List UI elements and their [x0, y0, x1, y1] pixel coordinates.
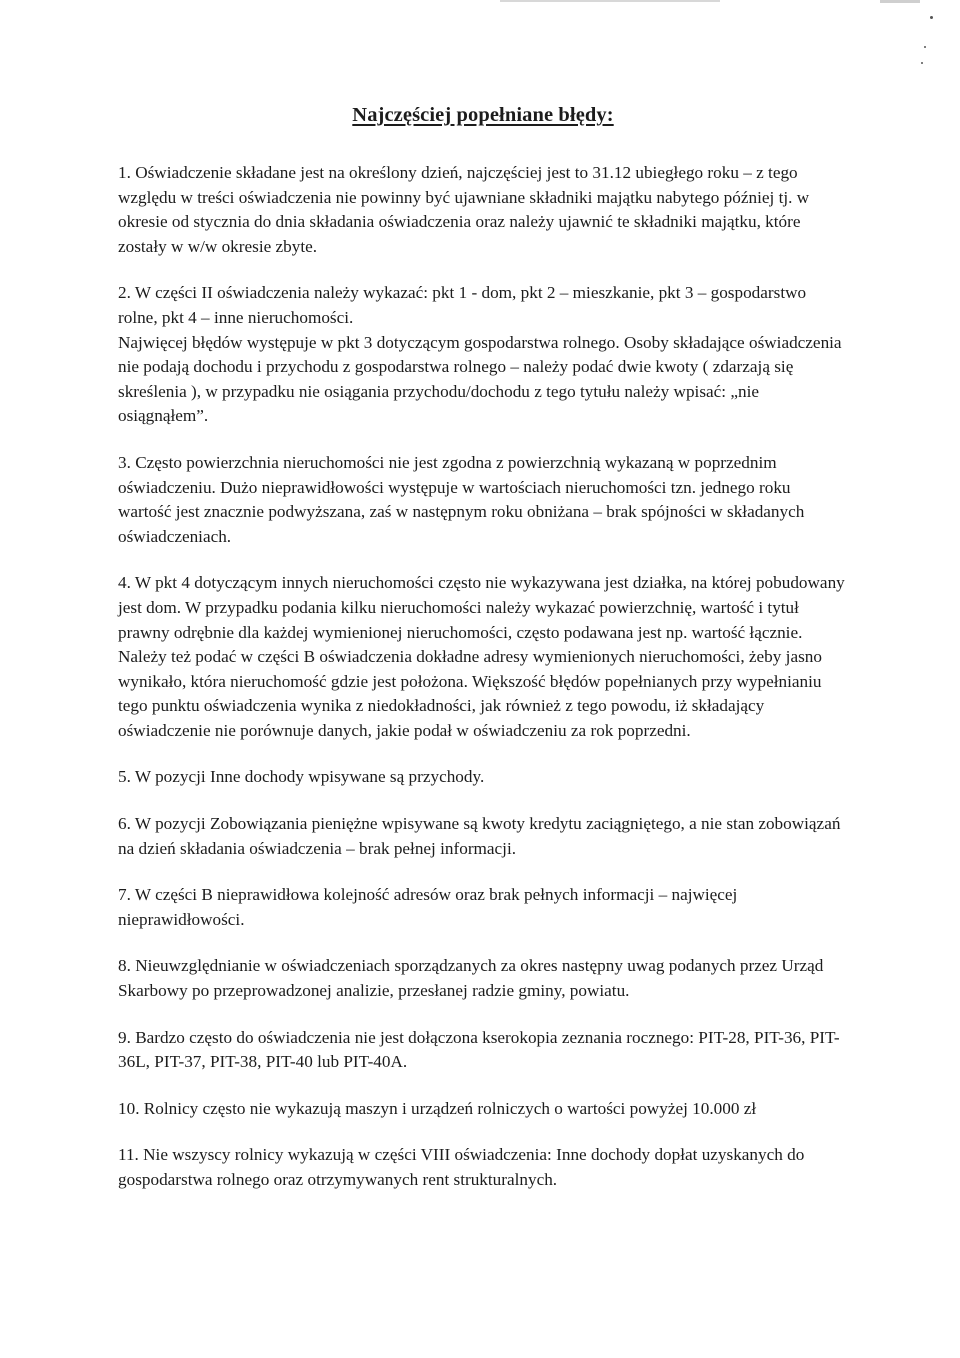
list-item-text: 3. Często powierzchnia nieruchomości nie jest zgodna z powierzchnią wykazaną w poprzednim oświadczeniu. Dużo nieprawidłowości występuje w wartościach nieruchomości tzn. jednego roku wartość jest znacznie podwyższana, zaś w następnym roku obniżana – brak spójności w składanych oświadczeniach.: [118, 452, 805, 546]
error-list: [118, 161, 848, 1193]
list-item-text: 1. Oświadczenie składane jest na określony dzień, najczęściej jest to 31.12 ubiegłego roku – z tego względu w treści oświadczenia nie powinny być ujawniane składniki majątku nabytego później tj. w okresie od stycznia do dnia składania oświadczenia oraz należy ujawnić te składniki majątku, które zostały w w/w okresie zbyte.: [118, 163, 810, 256]
list-item: [118, 812, 848, 861]
list-item-text: 8. Nieuwzględnianie w oświadczeniach sporządzanych za okres następny uwag podanych przez Urząd Skarbowy po przeprowadzonej analizie, przesłanej radzie gminy, powiatu.: [118, 956, 824, 1001]
scan-artifact-dot: [921, 62, 923, 64]
list-item-text: 2. W części II oświadczenia należy wykazać: pkt 1 - dom, pkt 2 – mieszkanie, pkt 3 – gospodarstwo rolne, pkt 4 – inne nieruchomości.: [118, 283, 807, 327]
scan-artifact-dot: [930, 16, 933, 19]
list-item: [118, 281, 848, 429]
document-page: [118, 104, 848, 1215]
list-item-text: Najwięcej błędów występuje w pkt 3 dotyczącym gospodarstwa rolnego. Osoby składające oświadczenia nie podają dochodu i przychodu z gospodarstwa rolnego – należy podać dwie kwoty ( zdarzają się skreślenia ), w przypadku nie osiągania przychodu/dochodu z tego tytułu należy wpisać: „nie osiągnąłem”.: [118, 332, 842, 426]
scan-artifact-line: [880, 0, 920, 3]
document-title: Najczęściej popełniane błędy:: [352, 104, 614, 126]
list-item: [118, 883, 848, 932]
list-item-text: 6. W pozycji Zobowiązania pieniężne wpisywane są kwoty kredytu zaciągniętego, a nie stan zobowiązań na dzień składania oświadczenia – brak pełnej informacji.: [118, 814, 841, 858]
list-item-text: 9. Bardzo często do oświadczenia nie jest dołączona kserokopia zeznania rocznego: PIT-28, PIT-36, PIT-36L, PIT-37, PIT-38, PIT-40 lub PIT-40A.: [118, 1027, 840, 1072]
list-item: [118, 161, 848, 259]
list-item: [118, 1143, 848, 1192]
list-item: [118, 571, 848, 743]
list-item-text: 10. Rolnicy często nie wykazują maszyn i urządzeń rolniczych o wartości powyżej 10.000 zł: [118, 1098, 757, 1118]
list-item-text: 4. W pkt 4 dotyczącym innych nieruchomości często nie wykazywana jest działka, na której pobudowany jest dom. W przypadku podania kilku nieruchomości należy wykazać powierzchnię, wartość i tytuł prawny odrębnie dla każdej wymienionej nieruchomości, często podawana jest np. wartość łącznie. Należy też podać w części B oświadczenia dokładne adresy wymienionych nieruchomości, żeby jasno wynikało, która nieruchomość gdzie jest położona. Większość błędów popełnianych przy wypełnianiu tego punktu oświadczenia wynika z niedokładności, jak również z tego powodu, iż składający oświadczenie nie porównuje danych, jakie podał w oświadczeniu za rok poprzedni.: [118, 573, 845, 740]
list-item-text: 5. W pozycji Inne dochody wpisywane są przychody.: [118, 767, 485, 787]
list-item: [118, 451, 848, 549]
list-item: [118, 765, 848, 790]
list-item-text: 11. Nie wszyscy rolnicy wykazują w części VIII oświadczenia: Inne dochody dopłat uzyskanych do gospodarstwa rolnego oraz otrzymywanych rent strukturalnych.: [118, 1145, 805, 1189]
list-item: [118, 1097, 848, 1122]
list-item-text: 7. W części B nieprawidłowa kolejność adresów oraz brak pełnych informacji – najwięcej nieprawidłowości.: [118, 885, 738, 929]
scan-artifact-dot: [924, 46, 926, 48]
list-item: [118, 1026, 848, 1075]
scan-artifact-line: [500, 0, 720, 2]
list-item: [118, 954, 848, 1003]
